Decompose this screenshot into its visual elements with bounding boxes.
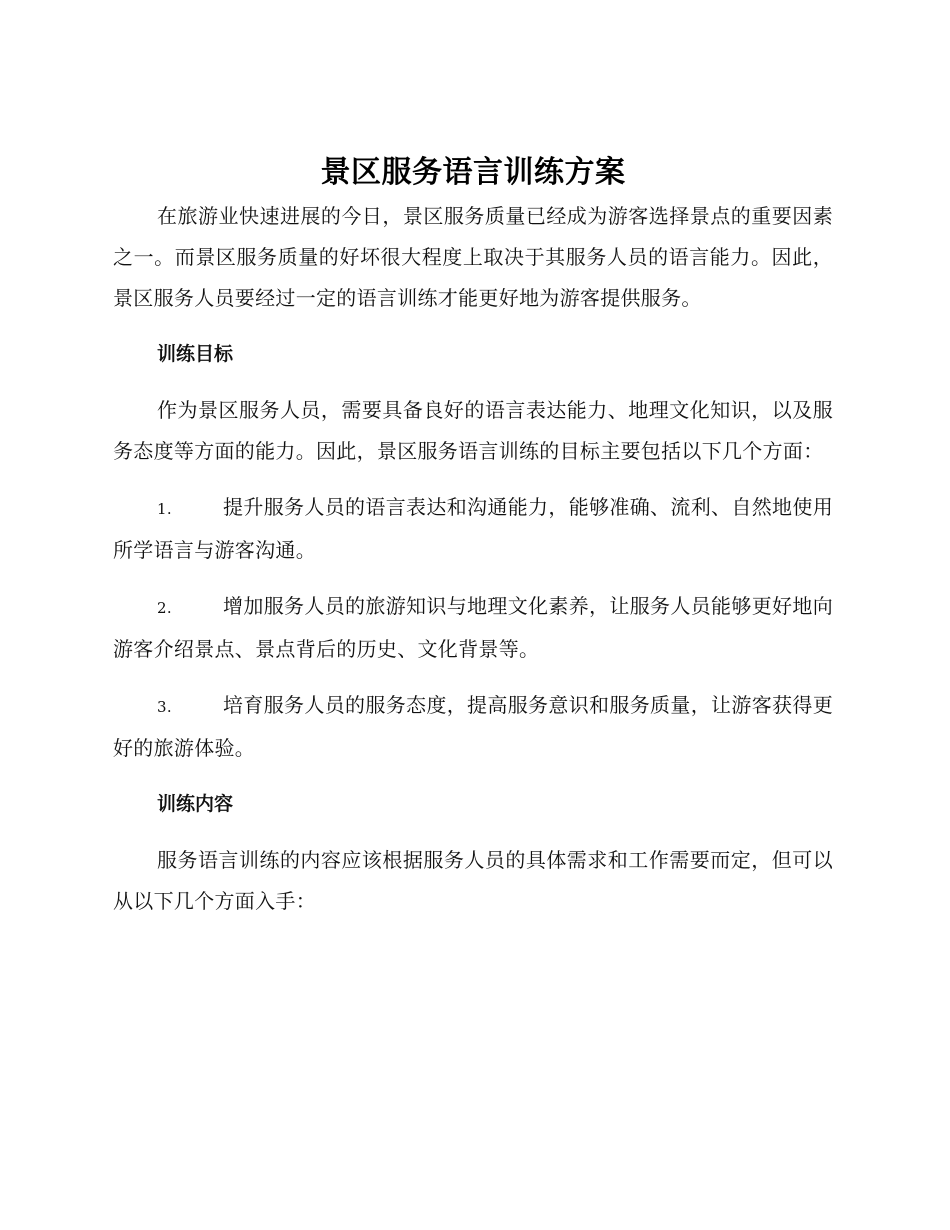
spacer — [113, 769, 833, 784]
list-item — [113, 487, 833, 571]
content-paragraph: 服务语言训练的内容应该根据服务人员的具体需求和工作需要而定，但可以从以下几个方面入手： — [113, 848, 833, 913]
list-item-number: 2. — [157, 599, 172, 617]
list-item — [113, 586, 833, 670]
spacer — [113, 375, 833, 390]
section-heading-content: 训练内容 — [157, 793, 234, 815]
section-heading-goals: 训练目标 — [157, 343, 234, 365]
spacer — [113, 472, 833, 487]
list-item-text: 提升服务人员的语言表达和沟通能力，能够准确、流利、自然地使用所学语言与游客沟通。 — [113, 495, 833, 562]
document-body — [113, 150, 833, 922]
intro-paragraph: 在旅游业快速进展的今日，景区服务质量已经成为游客选择景点的重要因素之一。而景区服务质量的好坏很大程度上取决于其服务人员的语言能力。因此，景区服务人员要经过一定的语言训练才能更好地为游客提供服务。 — [113, 204, 833, 310]
list-item-number: 3. — [157, 698, 172, 716]
document-title: 景区服务语言训练方案 — [320, 155, 626, 190]
spacer — [113, 670, 833, 685]
spacer — [113, 825, 833, 840]
spacer — [113, 319, 833, 334]
list-item-text: 培育服务人员的服务态度，提高服务意识和服务质量，让游客获得更好的旅游体验。 — [113, 693, 833, 760]
spacer — [113, 571, 833, 586]
list-item — [113, 685, 833, 769]
list-item-text: 增加服务人员的旅游知识与地理文化素养，让服务人员能够更好地向游客介绍景点、景点背后的历史、文化背景等。 — [113, 594, 833, 661]
list-item-number: 1. — [157, 500, 172, 518]
goals-paragraph: 作为景区服务人员，需要具备良好的语言表达能力、地理文化知识，以及服务态度等方面的能力。因此，景区服务语言训练的目标主要包括以下几个方面： — [113, 398, 833, 463]
